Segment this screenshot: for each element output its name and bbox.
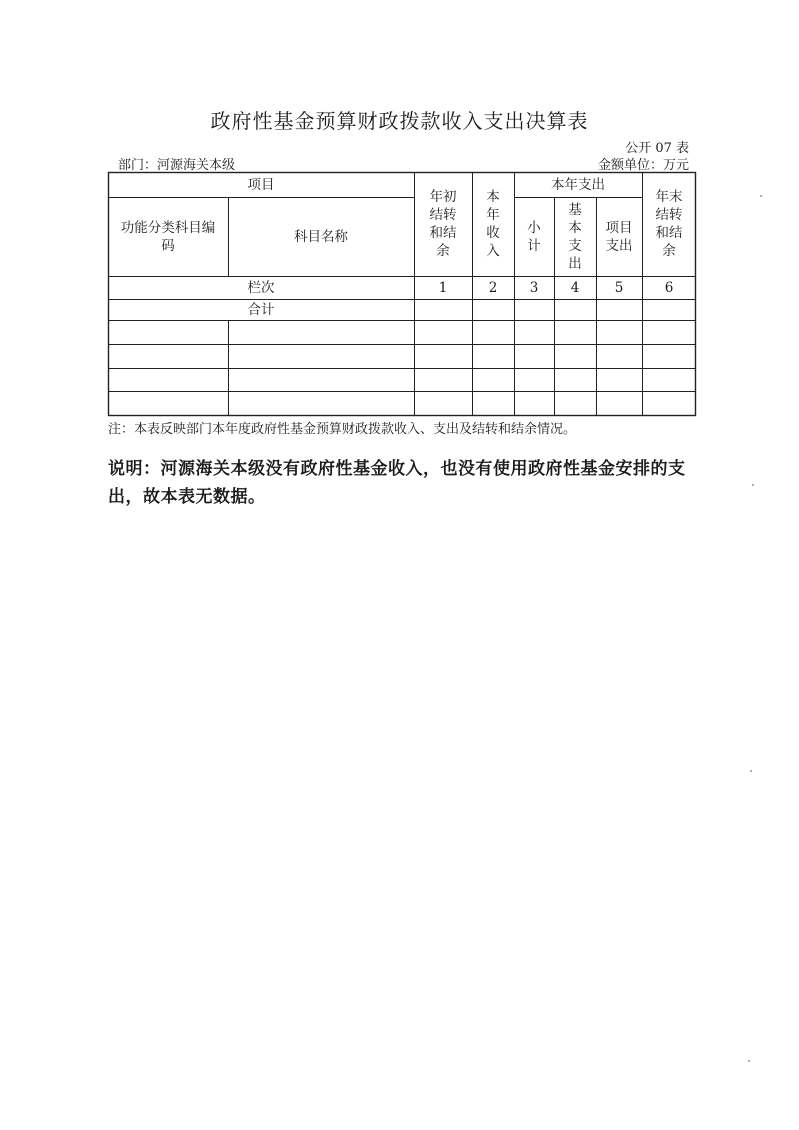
row-index-label: 栏次	[247, 279, 275, 296]
subtotal-header: 小 计	[527, 219, 541, 254]
explanation-text: 说明：河源海关本级没有政府性基金收入，也没有使用政府性基金安排的支出，故本表无数据。	[108, 459, 686, 507]
amount-unit-label: 金额单位：万元	[597, 158, 689, 173]
scan-speck	[752, 484, 754, 486]
func-code-header: 功能分类科目编 码	[120, 219, 216, 254]
col-number-6: 6	[664, 279, 674, 296]
project-expense-header: 项目 支出	[605, 219, 633, 254]
col-number-3: 3	[529, 279, 539, 296]
col-number-2: 2	[488, 279, 498, 296]
scan-speck	[748, 1060, 750, 1062]
scan-speck	[760, 195, 762, 197]
scan-speck	[750, 770, 752, 772]
col-number-1: 1	[438, 279, 448, 296]
expense-group-header: 本年支出	[551, 176, 605, 193]
col-number-5: 5	[614, 279, 624, 296]
form-number: 公开 07 表	[625, 141, 689, 156]
basic-expense-header: 基 本 支 出	[568, 201, 582, 272]
total-row-label: 合计	[247, 301, 275, 318]
report-title: 政府性基金预算财政拨款收入支出决算表	[210, 109, 589, 133]
table-note: 注：本表反映部门本年度政府性基金预算财政拨款收入、支出及结转和结余情况。	[108, 422, 577, 437]
income-header: 本 年 收 入	[486, 189, 500, 259]
col-number-4: 4	[570, 279, 580, 296]
begin-balance-header: 年初 结转 和结 余	[429, 189, 457, 259]
end-balance-header: 年末 结转 和结 余	[655, 189, 683, 259]
subject-name-header: 科目名称	[294, 228, 348, 245]
department-label: 部门：河源海关本级	[118, 158, 236, 173]
project-header: 项目	[247, 176, 275, 193]
